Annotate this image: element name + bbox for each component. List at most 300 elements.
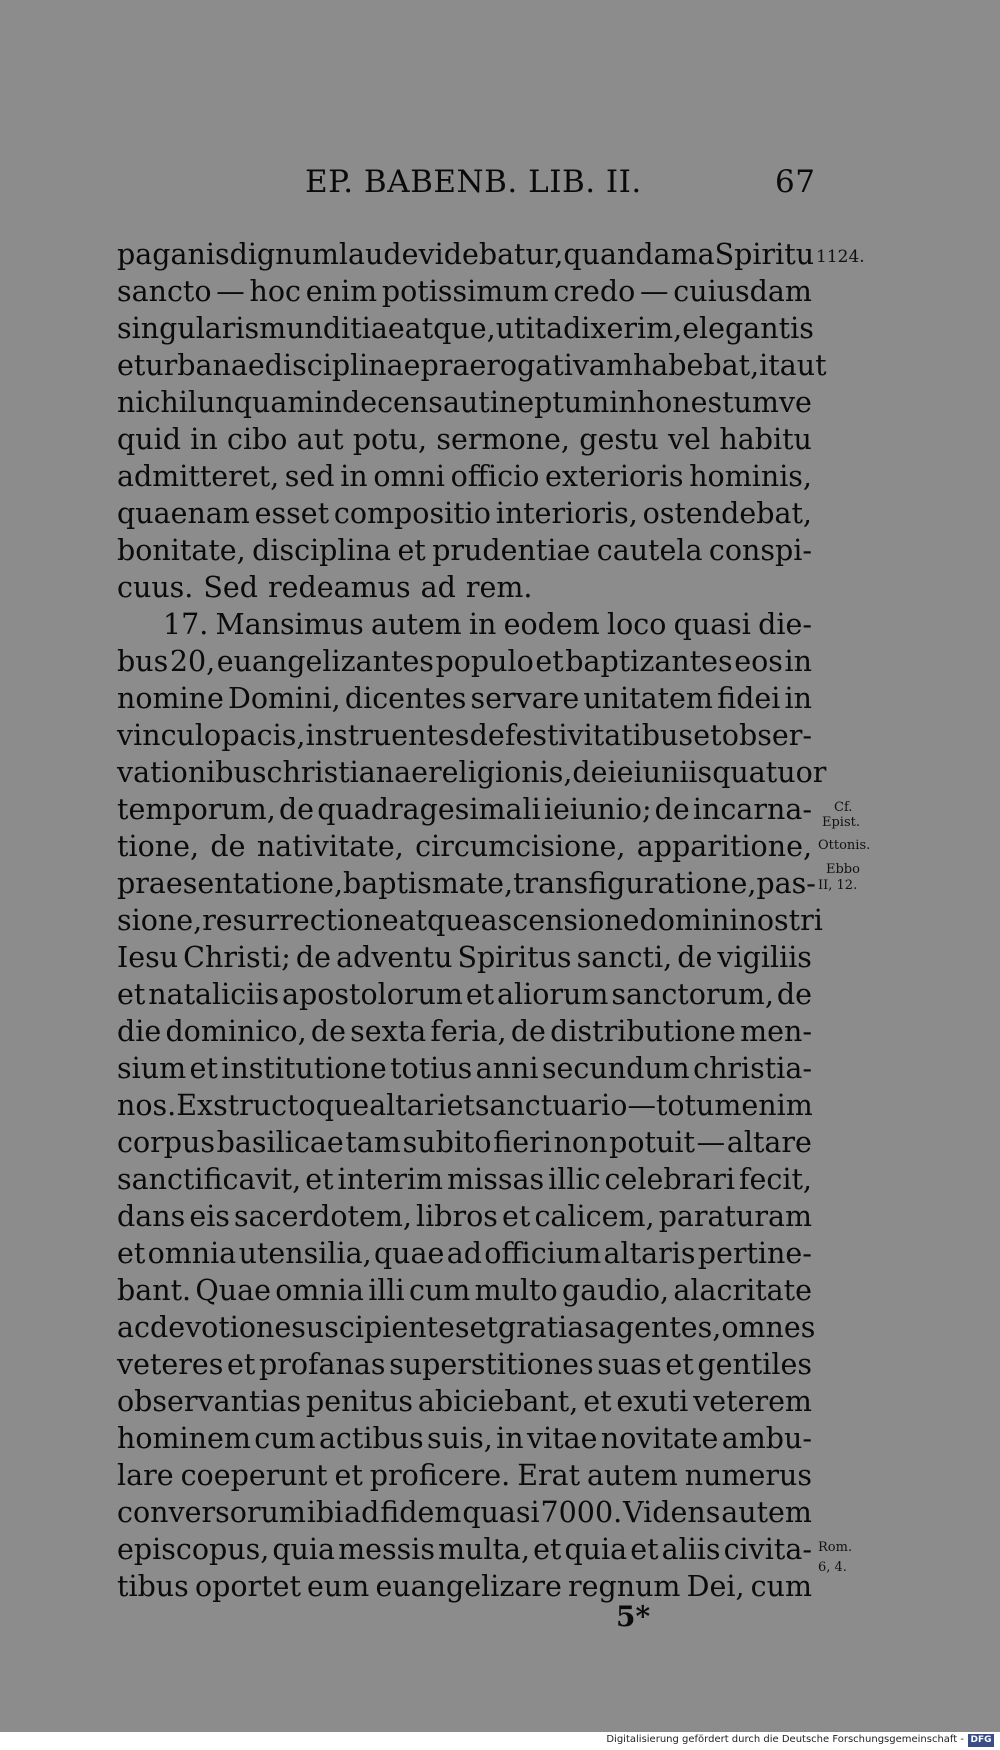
word: omnia <box>275 1274 364 1307</box>
word: hoc <box>249 275 302 308</box>
word: et <box>227 1348 256 1381</box>
text-line <box>117 421 812 458</box>
word: interim <box>337 1163 444 1196</box>
word: atque <box>398 904 481 937</box>
word: lare <box>117 1459 174 1492</box>
word: officium <box>484 1237 602 1270</box>
word: paganis <box>117 238 230 271</box>
text-line <box>117 902 823 939</box>
word: actibus <box>318 1422 424 1455</box>
word: suas <box>597 1348 662 1381</box>
text-line <box>117 791 812 828</box>
word: fecit, <box>738 1163 812 1196</box>
word: — <box>696 1126 726 1159</box>
word: exuti <box>616 1385 689 1418</box>
text-line <box>117 1309 816 1346</box>
word: multa, <box>438 1533 531 1566</box>
text-line <box>117 1198 812 1235</box>
word: euangelizare <box>375 1570 562 1603</box>
word: exterioris <box>545 460 684 493</box>
text-line <box>117 1420 812 1457</box>
word: totum <box>655 1089 742 1122</box>
running-title: EP. BABENB. LIB. II. <box>305 164 642 200</box>
word: de <box>210 830 246 863</box>
word: sione, <box>117 904 203 937</box>
word: singularis <box>117 312 260 345</box>
word: sermone, <box>436 423 570 456</box>
word: unquam <box>197 386 315 419</box>
word: nataliciis <box>148 978 280 1011</box>
word: in <box>496 1422 524 1455</box>
word: disciplina <box>252 534 392 567</box>
word: et <box>583 1385 612 1418</box>
text-line <box>117 1494 812 1531</box>
word: quasi <box>673 608 751 641</box>
word: coeperunt <box>180 1459 328 1492</box>
word: sanctificavit, <box>117 1163 302 1196</box>
word: officio <box>450 460 540 493</box>
word: veteres <box>117 1348 224 1381</box>
word: enim <box>741 1089 813 1122</box>
word: Mansimus <box>215 608 364 641</box>
word: habebat, <box>632 349 760 382</box>
word: dominico, <box>165 1015 307 1048</box>
word: vationibus <box>117 756 267 789</box>
text-line <box>117 1050 812 1087</box>
word: de <box>295 941 332 974</box>
word: eum <box>307 1570 370 1603</box>
word: bonitate, <box>117 534 246 567</box>
word: de <box>278 793 315 826</box>
word: aut <box>442 386 490 419</box>
word: sacerdotem, <box>234 1200 412 1233</box>
word: — <box>640 275 669 308</box>
word: munditiae <box>259 312 405 345</box>
word: quid <box>117 423 181 456</box>
word: distributione <box>550 1015 736 1048</box>
word: Erat <box>517 1459 581 1492</box>
word: indecens <box>314 386 443 419</box>
word: veterem <box>693 1385 812 1418</box>
word: sanctuario <box>474 1089 628 1122</box>
word: regnum <box>567 1570 681 1603</box>
word: novitate <box>600 1422 719 1455</box>
word: Spiritu <box>714 238 815 271</box>
word: multo <box>474 1274 558 1307</box>
word: libros <box>416 1200 498 1233</box>
word: loco <box>606 608 667 641</box>
word: praesentatione, <box>117 867 344 900</box>
word: die <box>117 1015 162 1048</box>
word: ut <box>796 349 827 382</box>
word: et <box>665 1348 694 1381</box>
word: interioris, <box>495 497 638 530</box>
word: de <box>469 719 505 752</box>
text-line <box>117 273 812 310</box>
word: et <box>630 1533 659 1566</box>
word: eis <box>189 1200 230 1233</box>
word: illi <box>368 1274 405 1307</box>
word: quasi <box>462 1496 540 1529</box>
text-line <box>117 754 827 791</box>
text-line <box>117 1531 812 1568</box>
word: sancti, <box>576 941 673 974</box>
word: domini <box>639 904 739 937</box>
word: anni <box>475 1052 539 1085</box>
word: 7000. <box>540 1496 623 1529</box>
word: quatuor <box>712 756 827 789</box>
word: cum <box>408 1274 471 1307</box>
word: in <box>190 423 218 456</box>
word: sium <box>117 1052 187 1085</box>
word: gentiles <box>697 1348 812 1381</box>
word: profanas <box>258 1348 386 1381</box>
word: christia- <box>693 1052 812 1085</box>
word: vitae <box>526 1422 598 1455</box>
word: de <box>310 1015 346 1048</box>
text-line <box>117 458 812 495</box>
word: nomine <box>117 682 224 715</box>
word: illic <box>548 1163 601 1196</box>
dfg-logo-icon: DFG <box>968 1734 994 1747</box>
word: autem <box>587 1459 678 1492</box>
word: ita <box>525 312 564 345</box>
word: dicentes <box>344 682 467 715</box>
word: et <box>446 1089 475 1122</box>
word: circumcisione, <box>415 830 626 863</box>
word: adventu <box>336 941 453 974</box>
word: — <box>627 1089 656 1122</box>
word: apostolorum <box>281 978 463 1011</box>
word: non <box>553 1126 608 1159</box>
word: superstitiones <box>389 1348 594 1381</box>
text-line <box>117 495 812 532</box>
word: penitus <box>306 1385 414 1418</box>
body-text <box>117 236 827 1605</box>
word: baptizantes <box>565 645 733 678</box>
word: utensilia, <box>238 1237 372 1270</box>
word: cum <box>254 1422 316 1455</box>
word: paraturam <box>658 1200 812 1233</box>
word: omnia <box>147 1237 237 1270</box>
word: redeamus <box>268 571 411 604</box>
word: die- <box>758 608 812 641</box>
word: pas- <box>756 867 816 900</box>
text-line <box>117 865 816 902</box>
word: praerogativam <box>420 349 633 382</box>
word: quadragesimali <box>317 793 541 826</box>
word: ieiunio; <box>543 793 652 826</box>
word: enim <box>305 275 378 308</box>
word: religionis, <box>427 756 573 789</box>
margin-ottonis: Ottonis. <box>818 838 871 853</box>
text-line <box>117 532 812 569</box>
text-line <box>117 828 812 865</box>
word: de <box>776 978 812 1011</box>
word: nos. <box>117 1089 177 1122</box>
text-line <box>117 643 812 680</box>
word: altari <box>369 1089 447 1122</box>
word: ambu- <box>721 1422 812 1455</box>
text-line <box>117 569 812 606</box>
word: messis <box>338 1533 435 1566</box>
word: credo <box>553 275 636 308</box>
word: quia <box>564 1533 628 1566</box>
word: laude <box>338 238 419 271</box>
word: fidei <box>717 682 781 715</box>
word: — <box>216 275 245 308</box>
word: in <box>784 645 812 678</box>
word: eodem <box>503 608 600 641</box>
word: unitatem <box>583 682 713 715</box>
margin-year: 1124. <box>816 247 865 267</box>
word: dans <box>117 1200 186 1233</box>
word: cibo <box>226 423 288 456</box>
word: quae <box>373 1237 445 1270</box>
word: Dei, <box>686 1570 745 1603</box>
word: Domini, <box>228 682 341 715</box>
text-line <box>117 1383 812 1420</box>
text-line <box>117 236 815 273</box>
signature-mark: 5* <box>616 1600 651 1633</box>
word: aliorum <box>497 978 609 1011</box>
margin-rom-ref: 6, 4. <box>818 1560 847 1575</box>
word: ac <box>117 1311 150 1344</box>
word: dixerim, <box>563 312 683 345</box>
word: episcopus, <box>117 1533 270 1566</box>
word: ad <box>446 1237 482 1270</box>
word: hominem <box>117 1422 251 1455</box>
word: de <box>677 941 713 974</box>
margin-ebbo-ref: II, 12. <box>818 878 858 893</box>
word: rem. <box>465 571 533 604</box>
word: et <box>305 1163 334 1196</box>
word: compositio <box>333 497 491 530</box>
word: potu, <box>352 423 428 456</box>
word: pertine- <box>697 1237 812 1270</box>
text-line <box>117 384 812 421</box>
word: instruentes <box>305 719 470 752</box>
text-line <box>117 1568 812 1605</box>
text-line <box>117 606 812 643</box>
word: inhonestumve <box>609 386 812 419</box>
word: civita- <box>723 1533 812 1566</box>
word: pacis, <box>221 719 306 752</box>
word: Exstructoque <box>176 1089 370 1122</box>
word: et <box>189 1052 218 1085</box>
word: et <box>535 645 564 678</box>
word: tione, <box>117 830 200 863</box>
text-line <box>117 939 812 976</box>
word: sexta <box>350 1015 427 1048</box>
word: ascensione <box>480 904 640 937</box>
text-line <box>117 1161 812 1198</box>
word: corpus <box>117 1126 215 1159</box>
word: alacritate <box>673 1274 812 1307</box>
word: quia <box>272 1533 336 1566</box>
word: altare <box>726 1126 812 1159</box>
word: suscipientes <box>291 1311 470 1344</box>
word: vel <box>668 423 711 456</box>
word: in <box>468 608 497 641</box>
word: gaudio, <box>561 1274 670 1307</box>
word: ut <box>495 312 526 345</box>
word: baptismate, <box>343 867 514 900</box>
word: ineptum <box>489 386 610 419</box>
word: et <box>117 1237 146 1270</box>
margin-epist: Epist. <box>822 815 860 830</box>
word: sancto <box>117 275 212 308</box>
word: et <box>334 1459 363 1492</box>
word: agentes, <box>598 1311 722 1344</box>
word: transfiguratione, <box>513 867 757 900</box>
word: de <box>510 1015 546 1048</box>
word: resurrectione <box>202 904 399 937</box>
word: vigiliis <box>717 941 812 974</box>
text-line <box>117 1235 812 1272</box>
word: atque, <box>404 312 496 345</box>
word: et <box>465 978 495 1011</box>
margin-ebbo: Ebbo <box>826 862 860 877</box>
text-line <box>117 717 812 754</box>
word: de <box>654 793 690 826</box>
word: a <box>697 238 715 271</box>
word: et <box>469 1311 498 1344</box>
footer-bar <box>0 1732 1000 1750</box>
word: totius <box>390 1052 473 1085</box>
word: bant. <box>117 1274 192 1307</box>
text-line <box>117 976 812 1013</box>
word: institutione <box>221 1052 387 1085</box>
word: gestu <box>579 423 659 456</box>
margin-rom: Rom. <box>818 1540 853 1555</box>
word: conversorum <box>117 1496 306 1529</box>
word: elegantis <box>682 312 814 345</box>
word: 20, <box>169 645 216 678</box>
word: fieri <box>493 1126 552 1159</box>
word: aliis <box>661 1533 721 1566</box>
word: euangelizantes <box>216 645 434 678</box>
margin-cf: Cf. <box>834 800 853 815</box>
word: nichil <box>117 386 198 419</box>
word: dignum <box>229 238 339 271</box>
word: devotione <box>149 1311 292 1344</box>
word: suis, <box>427 1422 493 1455</box>
word: autem <box>371 608 462 641</box>
word: disciplinae <box>264 349 421 382</box>
word: observantias <box>117 1385 302 1418</box>
word: quandam <box>563 238 698 271</box>
word: sed <box>284 460 335 493</box>
word: men- <box>740 1015 812 1048</box>
word: numerus <box>684 1459 812 1492</box>
word: de <box>572 756 608 789</box>
text-line <box>117 1272 812 1309</box>
text-line <box>117 1013 812 1050</box>
word: eos <box>734 645 783 678</box>
word: missas <box>447 1163 545 1196</box>
word: hominis, <box>689 460 812 493</box>
text-line <box>117 1087 812 1124</box>
word: admitteret, <box>117 460 280 493</box>
word: nativitate, <box>256 830 404 863</box>
word: in <box>784 682 812 715</box>
text-line <box>117 310 812 347</box>
word: tibus <box>117 1570 189 1603</box>
word: incarna- <box>692 793 812 826</box>
word: 17. <box>163 608 209 641</box>
word: servare <box>470 682 580 715</box>
word: et <box>117 978 146 1011</box>
word: potissimum <box>381 275 549 308</box>
page-number: 67 <box>775 164 816 200</box>
word: autem <box>721 1496 812 1529</box>
word: altaris <box>603 1237 696 1270</box>
footer-credit: Digitalisierung gefördert durch die Deutsche Forschungsgemeinschaft - <box>606 1734 964 1745</box>
word: quaenam <box>117 497 250 530</box>
word: ieiuniis <box>607 756 713 789</box>
word: gratias <box>497 1311 599 1344</box>
word: et <box>117 349 146 382</box>
word: Spiritus <box>457 941 572 974</box>
word: et <box>533 1533 562 1566</box>
word: ibi <box>306 1496 344 1529</box>
word: abiciebant, <box>417 1385 579 1418</box>
word: calicem, <box>534 1200 655 1233</box>
word: conspi- <box>708 534 812 567</box>
word: in <box>340 460 368 493</box>
word: ita <box>759 349 797 382</box>
word: proficere. <box>369 1459 511 1492</box>
text-line <box>117 1346 812 1383</box>
word: nostri <box>738 904 823 937</box>
text-line <box>117 680 812 717</box>
word: et <box>502 1200 531 1233</box>
word: cuiusdam <box>673 275 812 308</box>
word: ad <box>344 1496 380 1529</box>
text-line <box>117 1124 812 1161</box>
word: Christi; <box>183 941 291 974</box>
word: prudentiae <box>432 534 591 567</box>
word: populo <box>435 645 534 678</box>
word: feria, <box>430 1015 507 1048</box>
word: cuus. <box>117 571 194 604</box>
word: fidem <box>380 1496 462 1529</box>
word: obser- <box>721 719 812 752</box>
word: esset <box>254 497 330 530</box>
word: ostendebat, <box>642 497 812 530</box>
word: cautela <box>596 534 703 567</box>
word: Videns <box>623 1496 721 1529</box>
word: basilicae <box>216 1126 344 1159</box>
word: videbatur, <box>418 238 564 271</box>
word: bus <box>117 645 169 678</box>
word: christianae <box>266 756 428 789</box>
word: vinculo <box>117 719 222 752</box>
word: tam <box>345 1126 401 1159</box>
text-line <box>117 347 827 384</box>
word: subito <box>402 1126 492 1159</box>
word: festivitatibus <box>504 719 693 752</box>
word: potuit <box>609 1126 695 1159</box>
word: Sed <box>203 571 258 604</box>
word: cum <box>750 1570 812 1603</box>
word: celebrari <box>604 1163 735 1196</box>
word: Quae <box>195 1274 271 1307</box>
word: secundum <box>541 1052 690 1085</box>
word: apparitione, <box>636 830 812 863</box>
word: et <box>693 719 722 752</box>
